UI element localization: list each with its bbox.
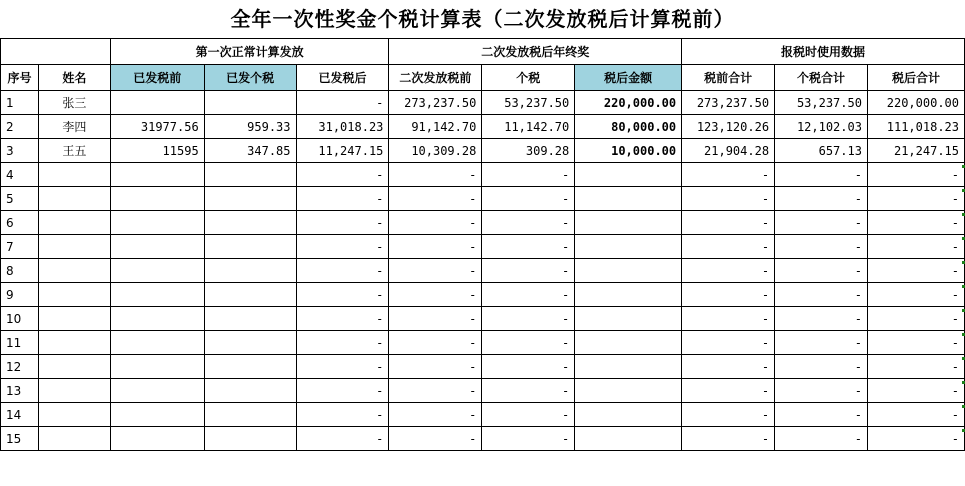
group-header-row — [1, 39, 965, 65]
cell-tax-total[interactable]: - — [775, 403, 868, 427]
cell-second-pretax[interactable]: 10,309.28 — [389, 139, 482, 163]
cell-second-pretax[interactable]: 273,237.50 — [389, 91, 482, 115]
cell-pretax-total[interactable]: - — [682, 163, 775, 187]
cell-seq[interactable]: 1 — [1, 91, 39, 115]
cell-name[interactable] — [38, 403, 110, 427]
cell-pretax-total[interactable]: - — [682, 235, 775, 259]
cell-tax[interactable]: - — [482, 187, 575, 211]
cell-aftertax-total[interactable]: - — [867, 259, 964, 283]
cell-paid-aftertax[interactable]: - — [296, 259, 389, 283]
cell-pretax-total[interactable]: 273,237.50 — [682, 91, 775, 115]
cell-tax-total[interactable]: - — [775, 379, 868, 403]
cell-seq[interactable]: 9 — [1, 283, 39, 307]
cell-pretax-total[interactable]: - — [682, 283, 775, 307]
cell-aftertax-total[interactable]: - — [867, 283, 964, 307]
table-row — [1, 355, 965, 379]
cell-aftertax-amount[interactable] — [575, 427, 682, 451]
cell-tax[interactable]: - — [482, 163, 575, 187]
header-seq[interactable]: 序号 — [1, 65, 39, 91]
cell-second-pretax[interactable]: - — [389, 163, 482, 187]
table-row — [1, 187, 965, 211]
cell-tax[interactable]: - — [482, 211, 575, 235]
cell-aftertax-amount[interactable]: 220,000.00 — [575, 91, 682, 115]
group-tax-report[interactable]: 报税时使用数据 — [682, 39, 965, 65]
cell-paid-pretax[interactable] — [110, 403, 204, 427]
cell-name[interactable] — [38, 307, 110, 331]
cell-paid-aftertax[interactable]: - — [296, 307, 389, 331]
cell-paid-pretax[interactable] — [110, 211, 204, 235]
cell-paid-aftertax[interactable]: 31,018.23 — [296, 115, 389, 139]
cell-aftertax-total[interactable]: - — [867, 187, 964, 211]
table-row — [1, 91, 965, 115]
cell-paid-aftertax[interactable]: - — [296, 355, 389, 379]
cell-tax-total[interactable]: - — [775, 355, 868, 379]
cell-second-pretax[interactable]: - — [389, 331, 482, 355]
table-row — [1, 283, 965, 307]
cell-aftertax-amount[interactable] — [575, 211, 682, 235]
cell-tax-total[interactable]: - — [775, 187, 868, 211]
cell-seq[interactable]: 2 — [1, 115, 39, 139]
cell-paid-aftertax[interactable]: - — [296, 331, 389, 355]
cell-paid-aftertax[interactable]: - — [296, 379, 389, 403]
cell-tax-total[interactable]: - — [775, 307, 868, 331]
cell-aftertax-total[interactable]: - — [867, 235, 964, 259]
cell-aftertax-total[interactable]: - — [867, 331, 964, 355]
header-name[interactable]: 姓名 — [38, 65, 110, 91]
cell-paid-aftertax[interactable]: - — [296, 163, 389, 187]
cell-second-pretax[interactable]: - — [389, 283, 482, 307]
cell-pretax-total[interactable]: - — [682, 211, 775, 235]
cell-seq[interactable]: 5 — [1, 187, 39, 211]
cell-pretax-total[interactable]: 123,120.26 — [682, 115, 775, 139]
header-second-pretax[interactable]: 二次发放税前 — [389, 65, 482, 91]
column-header-row — [1, 65, 965, 91]
cell-paid-aftertax[interactable]: - — [296, 283, 389, 307]
cell-name[interactable] — [38, 355, 110, 379]
cell-paid-aftertax[interactable]: - — [296, 187, 389, 211]
cell-pretax-total[interactable]: - — [682, 379, 775, 403]
cell-pretax-total[interactable]: - — [682, 427, 775, 451]
cell-second-pretax[interactable]: - — [389, 187, 482, 211]
cell-paid-pretax[interactable] — [110, 379, 204, 403]
cell-aftertax-amount[interactable] — [575, 379, 682, 403]
table-row — [1, 139, 965, 163]
header-tax-total[interactable]: 个税合计 — [775, 65, 868, 91]
cell-pretax-total[interactable]: 21,904.28 — [682, 139, 775, 163]
cell-aftertax-total[interactable]: - — [867, 307, 964, 331]
cell-paid-tax[interactable] — [204, 187, 296, 211]
header-aftertax-total[interactable]: 税后合计 — [867, 65, 964, 91]
sheet-title: 全年一次性奖金个税计算表（二次发放税后计算税前） — [230, 7, 735, 31]
cell-seq[interactable]: 13 — [1, 379, 39, 403]
cell-tax[interactable]: 11,142.70 — [482, 115, 575, 139]
table-row — [1, 259, 965, 283]
cell-second-pretax[interactable]: - — [389, 307, 482, 331]
cell-seq[interactable]: 6 — [1, 211, 39, 235]
cell-seq[interactable]: 14 — [1, 403, 39, 427]
cell-name[interactable]: 李四 — [38, 115, 110, 139]
cell-second-pretax[interactable]: - — [389, 379, 482, 403]
cell-paid-aftertax[interactable]: - — [296, 91, 389, 115]
cell-tax-total[interactable]: - — [775, 259, 868, 283]
cell-paid-tax[interactable] — [204, 259, 296, 283]
cell-seq[interactable]: 8 — [1, 259, 39, 283]
cell-aftertax-amount[interactable] — [575, 283, 682, 307]
cell-paid-tax[interactable]: 347.85 — [204, 139, 296, 163]
cell-aftertax-amount[interactable] — [575, 403, 682, 427]
header-paid-aftertax[interactable]: 已发税后 — [296, 65, 389, 91]
cell-name[interactable] — [38, 283, 110, 307]
cell-pretax-total[interactable]: - — [682, 403, 775, 427]
cell-aftertax-amount[interactable]: 10,000.00 — [575, 139, 682, 163]
cell-seq[interactable]: 10 — [1, 307, 39, 331]
cell-paid-tax[interactable] — [204, 331, 296, 355]
cell-tax-total[interactable]: - — [775, 235, 868, 259]
cell-tax-total[interactable]: - — [775, 427, 868, 451]
cell-pretax-total[interactable]: - — [682, 331, 775, 355]
cell-tax-total[interactable]: - — [775, 163, 868, 187]
cell-aftertax-amount[interactable] — [575, 259, 682, 283]
cell-name[interactable]: 王五 — [38, 139, 110, 163]
cell-paid-aftertax[interactable]: - — [296, 235, 389, 259]
table-row — [1, 403, 965, 427]
cell-tax-total[interactable]: - — [775, 283, 868, 307]
cell-tax[interactable]: - — [482, 235, 575, 259]
table-row — [1, 163, 965, 187]
cell-paid-tax[interactable] — [204, 427, 296, 451]
cell-tax[interactable]: 309.28 — [482, 139, 575, 163]
cell-seq[interactable]: 15 — [1, 427, 39, 451]
cell-name[interactable] — [38, 259, 110, 283]
cell-aftertax-total[interactable]: 220,000.00 — [867, 91, 964, 115]
cell-second-pretax[interactable]: - — [389, 235, 482, 259]
cell-tax-total[interactable]: 657.13 — [775, 139, 868, 163]
cell-tax-total[interactable]: 53,237.50 — [775, 91, 868, 115]
cell-second-pretax[interactable]: - — [389, 259, 482, 283]
table-row — [1, 115, 965, 139]
cell-seq[interactable]: 11 — [1, 331, 39, 355]
cell-paid-pretax[interactable] — [110, 163, 204, 187]
cell-paid-tax[interactable] — [204, 163, 296, 187]
header-pretax-total[interactable]: 税前合计 — [682, 65, 775, 91]
cell-pretax-total[interactable]: - — [682, 187, 775, 211]
cell-paid-pretax[interactable] — [110, 283, 204, 307]
cell-paid-tax[interactable] — [204, 283, 296, 307]
table-row — [1, 307, 965, 331]
cell-paid-pretax[interactable] — [110, 427, 204, 451]
table-row — [1, 211, 965, 235]
cell-paid-pretax[interactable] — [110, 355, 204, 379]
cell-aftertax-amount[interactable] — [575, 163, 682, 187]
cell-paid-pretax[interactable] — [110, 235, 204, 259]
cell-tax-total[interactable]: - — [775, 331, 868, 355]
table-row — [1, 379, 965, 403]
cell-name[interactable] — [38, 427, 110, 451]
cell-paid-tax[interactable] — [204, 235, 296, 259]
table-row — [1, 235, 965, 259]
cell-paid-tax[interactable]: 959.33 — [204, 115, 296, 139]
cell-tax[interactable]: - — [482, 259, 575, 283]
cell-name[interactable] — [38, 379, 110, 403]
cell-paid-pretax[interactable]: 11595 — [110, 139, 204, 163]
cell-tax-total[interactable]: 12,102.03 — [775, 115, 868, 139]
cell-aftertax-total[interactable]: - — [867, 379, 964, 403]
cell-paid-tax[interactable] — [204, 307, 296, 331]
cell-aftertax-amount[interactable] — [575, 355, 682, 379]
cell-second-pretax[interactable]: - — [389, 355, 482, 379]
cell-seq[interactable]: 3 — [1, 139, 39, 163]
cell-tax[interactable]: - — [482, 403, 575, 427]
header-aftertax-amount[interactable]: 税后金额 — [575, 65, 682, 91]
header-tax[interactable]: 个税 — [482, 65, 575, 91]
cell-name[interactable] — [38, 163, 110, 187]
cell-aftertax-amount[interactable] — [575, 235, 682, 259]
cell-seq[interactable]: 7 — [1, 235, 39, 259]
cell-name[interactable] — [38, 235, 110, 259]
cell-tax[interactable]: - — [482, 427, 575, 451]
cell-name[interactable] — [38, 187, 110, 211]
cell-paid-aftertax[interactable]: - — [296, 211, 389, 235]
cell-name[interactable] — [38, 331, 110, 355]
cell-pretax-total[interactable]: - — [682, 259, 775, 283]
cell-aftertax-total[interactable]: 111,018.23 — [867, 115, 964, 139]
cell-aftertax-total[interactable]: - — [867, 211, 964, 235]
header-paid-pretax[interactable]: 已发税前 — [110, 65, 204, 91]
cell-aftertax-amount[interactable] — [575, 331, 682, 355]
cell-pretax-total[interactable]: - — [682, 355, 775, 379]
cell-paid-pretax[interactable] — [110, 259, 204, 283]
cell-paid-aftertax[interactable]: 11,247.15 — [296, 139, 389, 163]
cell-tax[interactable]: 53,237.50 — [482, 91, 575, 115]
cell-aftertax-total[interactable]: 21,247.15 — [867, 139, 964, 163]
cell-paid-pretax[interactable] — [110, 187, 204, 211]
cell-tax[interactable]: - — [482, 307, 575, 331]
cell-seq[interactable]: 12 — [1, 355, 39, 379]
cell-paid-tax[interactable] — [204, 379, 296, 403]
cell-name[interactable]: 张三 — [38, 91, 110, 115]
cell-aftertax-amount[interactable] — [575, 307, 682, 331]
cell-name[interactable] — [38, 211, 110, 235]
table-row — [1, 427, 965, 451]
cell-second-pretax[interactable]: - — [389, 403, 482, 427]
group-second-payment[interactable]: 二次发放税后年终奖 — [389, 39, 682, 65]
cell-paid-tax[interactable] — [204, 91, 296, 115]
cell-seq[interactable]: 4 — [1, 163, 39, 187]
cell-paid-pretax[interactable] — [110, 91, 204, 115]
cell-second-pretax[interactable]: 91,142.70 — [389, 115, 482, 139]
cell-pretax-total[interactable]: - — [682, 307, 775, 331]
cell-paid-aftertax[interactable]: - — [296, 427, 389, 451]
cell-paid-pretax[interactable] — [110, 331, 204, 355]
cell-tax[interactable]: - — [482, 379, 575, 403]
group-first-payment[interactable]: 第一次正常计算发放 — [110, 39, 389, 65]
cell-aftertax-total[interactable]: - — [867, 427, 964, 451]
cell-aftertax-amount[interactable]: 80,000.00 — [575, 115, 682, 139]
group-blank-cell[interactable] — [1, 39, 111, 65]
cell-tax[interactable]: - — [482, 355, 575, 379]
cell-paid-tax[interactable] — [204, 211, 296, 235]
cell-aftertax-total[interactable]: - — [867, 355, 964, 379]
cell-aftertax-total[interactable]: - — [867, 163, 964, 187]
cell-paid-pretax[interactable] — [110, 307, 204, 331]
header-paid-tax[interactable]: 已发个税 — [204, 65, 296, 91]
cell-paid-tax[interactable] — [204, 403, 296, 427]
tax-table — [0, 38, 965, 451]
cell-second-pretax[interactable]: - — [389, 211, 482, 235]
table-row — [1, 331, 965, 355]
cell-tax[interactable]: - — [482, 283, 575, 307]
cell-second-pretax[interactable]: - — [389, 427, 482, 451]
cell-paid-pretax[interactable]: 31977.56 — [110, 115, 204, 139]
cell-tax-total[interactable]: - — [775, 211, 868, 235]
cell-aftertax-amount[interactable] — [575, 187, 682, 211]
cell-tax[interactable]: - — [482, 331, 575, 355]
cell-aftertax-total[interactable]: - — [867, 403, 964, 427]
cell-paid-aftertax[interactable]: - — [296, 403, 389, 427]
cell-paid-tax[interactable] — [204, 355, 296, 379]
